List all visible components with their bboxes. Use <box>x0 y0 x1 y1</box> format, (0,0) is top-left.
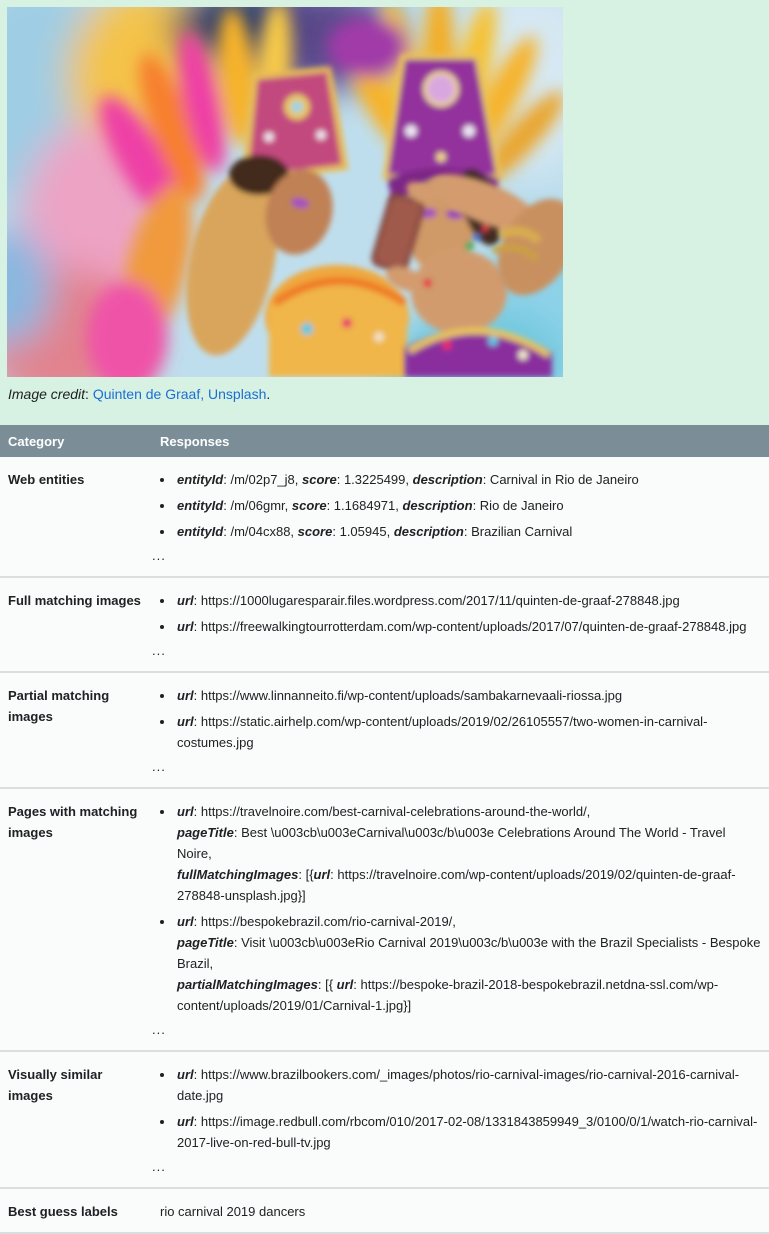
responses-cell <box>152 788 769 1051</box>
response-item: • url: https://www.brazilbookers.com/_images/photos/rio-carnival-images/rio-carnival-2016-carnival-date.jpg <box>175 1064 761 1106</box>
response-item: • entityId: /m/06gmr, score: 1.1684971, description: Rio de Janeiro <box>175 495 761 516</box>
table-row <box>0 1051 769 1188</box>
field-name: url <box>177 619 194 634</box>
field-name: url <box>313 867 331 882</box>
response-item: • entityId: /m/04cx88, score: 1.05945, description: Brazilian Carnival <box>175 521 761 542</box>
response-item: • url: https://freewalkingtourrotterdam.com/wp-content/uploads/2017/07/quinten-de-graaf-278848.jpg <box>175 616 761 637</box>
response-list <box>160 590 761 637</box>
field-name: pageTitle <box>177 935 234 950</box>
ellipsis: ... <box>152 643 166 658</box>
field-name: entityId <box>177 524 224 539</box>
web-detection-table <box>0 425 769 1234</box>
ellipsis: ... <box>152 548 166 563</box>
response-item: • url: https://bespokebrazil.com/rio-carnival-2019/, pageTitle: Visit \u003cb\u003eRio Carnival 2019\u003c/b\u003e with the Brazil Specialists - Bespoke Brazil, partialMatchingImages: [{ url: https://bespoke-brazil-2018-bespokebrazil.netdna-ssl.com/wp-content/uploads/2019/01/Carnival-1.jpg}] <box>175 911 761 1016</box>
field-name: score <box>302 472 337 487</box>
field-name: description <box>412 472 483 487</box>
carnival-photo-illustration <box>7 7 563 377</box>
table-header <box>0 425 769 457</box>
responses-cell <box>152 577 769 672</box>
responses-cell <box>152 1051 769 1188</box>
field-name: score <box>297 524 333 539</box>
image-credit <box>8 386 769 403</box>
category-cell: Partial matching images <box>0 672 152 788</box>
response-list <box>160 1064 761 1153</box>
credit-separator: : <box>85 386 93 402</box>
response-list <box>160 685 761 753</box>
responses-cell <box>152 457 769 577</box>
field-name: pageTitle <box>177 825 234 840</box>
response-list <box>160 801 761 1016</box>
table-row <box>0 1188 769 1233</box>
table-row <box>0 788 769 1051</box>
response-item: • url: https://travelnoire.com/best-carnival-celebrations-around-the-world/, pageTitle: Best \u003cb\u003eCarnival\u003c/b\u003e Celebrations Around The World - Travel Noire, fullMatchingImages: [{url: https://travelnoire.com/wp-content/uploads/2019/02/quinten-de-graaf-278848-unsplash.jpg}] <box>175 801 761 906</box>
credit-link[interactable]: Quinten de Graaf, Unsplash <box>92 386 267 402</box>
response-item: • url: https://static.airhelp.com/wp-content/uploads/2019/02/26105557/two-women-in-carnival-costumes.jpg <box>175 711 761 753</box>
table-row <box>0 577 769 672</box>
category-header: Category <box>0 425 152 457</box>
ellipsis: ... <box>152 1022 166 1037</box>
field-name: score <box>291 498 327 513</box>
field-name: description <box>402 498 473 513</box>
plain-response: rio carnival 2019 dancers <box>160 1204 306 1219</box>
field-name: url <box>177 914 194 929</box>
field-name: url <box>177 593 194 608</box>
category-cell: Full matching images <box>0 577 152 672</box>
field-name: url <box>177 1067 194 1082</box>
response-item: • entityId: /m/02p7_j8, score: 1.3225499, description: Carnival in Rio de Janeiro <box>175 469 761 490</box>
ellipsis: ... <box>152 1159 166 1174</box>
field-name: partialMatchingImages <box>177 977 318 992</box>
response-item: • url: https://www.linnanneito.fi/wp-content/uploads/sambakarnevaali-riossa.jpg <box>175 685 761 706</box>
field-name: url <box>336 977 354 992</box>
field-name: fullMatchingImages <box>177 867 299 882</box>
field-name: url <box>177 804 194 819</box>
response-item: • url: https://1000lugaresparair.files.wordpress.com/2017/11/quinten-de-graaf-278848.jpg <box>175 590 761 611</box>
field-name: entityId <box>177 472 224 487</box>
category-cell: Pages with matching images <box>0 788 152 1051</box>
response-item: • url: https://image.redbull.com/rbcom/010/2017-02-08/1331843859949_3/0100/0/1/watch-rio-carnival-2017-live-on-red-bull-tv.jpg <box>175 1111 761 1153</box>
responses-cell <box>152 1188 769 1233</box>
response-list <box>160 469 761 542</box>
category-cell: Web entities <box>0 457 152 577</box>
image-credit-label: Image credit <box>8 386 86 402</box>
field-name: url <box>177 1114 194 1129</box>
carnival-photo <box>7 7 563 377</box>
table-row <box>0 457 769 577</box>
table-row <box>0 672 769 788</box>
category-cell: Best guess labels <box>0 1188 152 1233</box>
ellipsis: ... <box>152 759 166 774</box>
responses-header: Responses <box>152 425 769 457</box>
field-name: url <box>177 714 194 729</box>
responses-table-body <box>0 457 769 1233</box>
credit-period: . <box>266 386 271 402</box>
responses-cell <box>152 672 769 788</box>
field-name: entityId <box>177 498 224 513</box>
field-name: description <box>393 524 464 539</box>
category-cell: Visually similar images <box>0 1051 152 1188</box>
field-name: url <box>177 688 194 703</box>
